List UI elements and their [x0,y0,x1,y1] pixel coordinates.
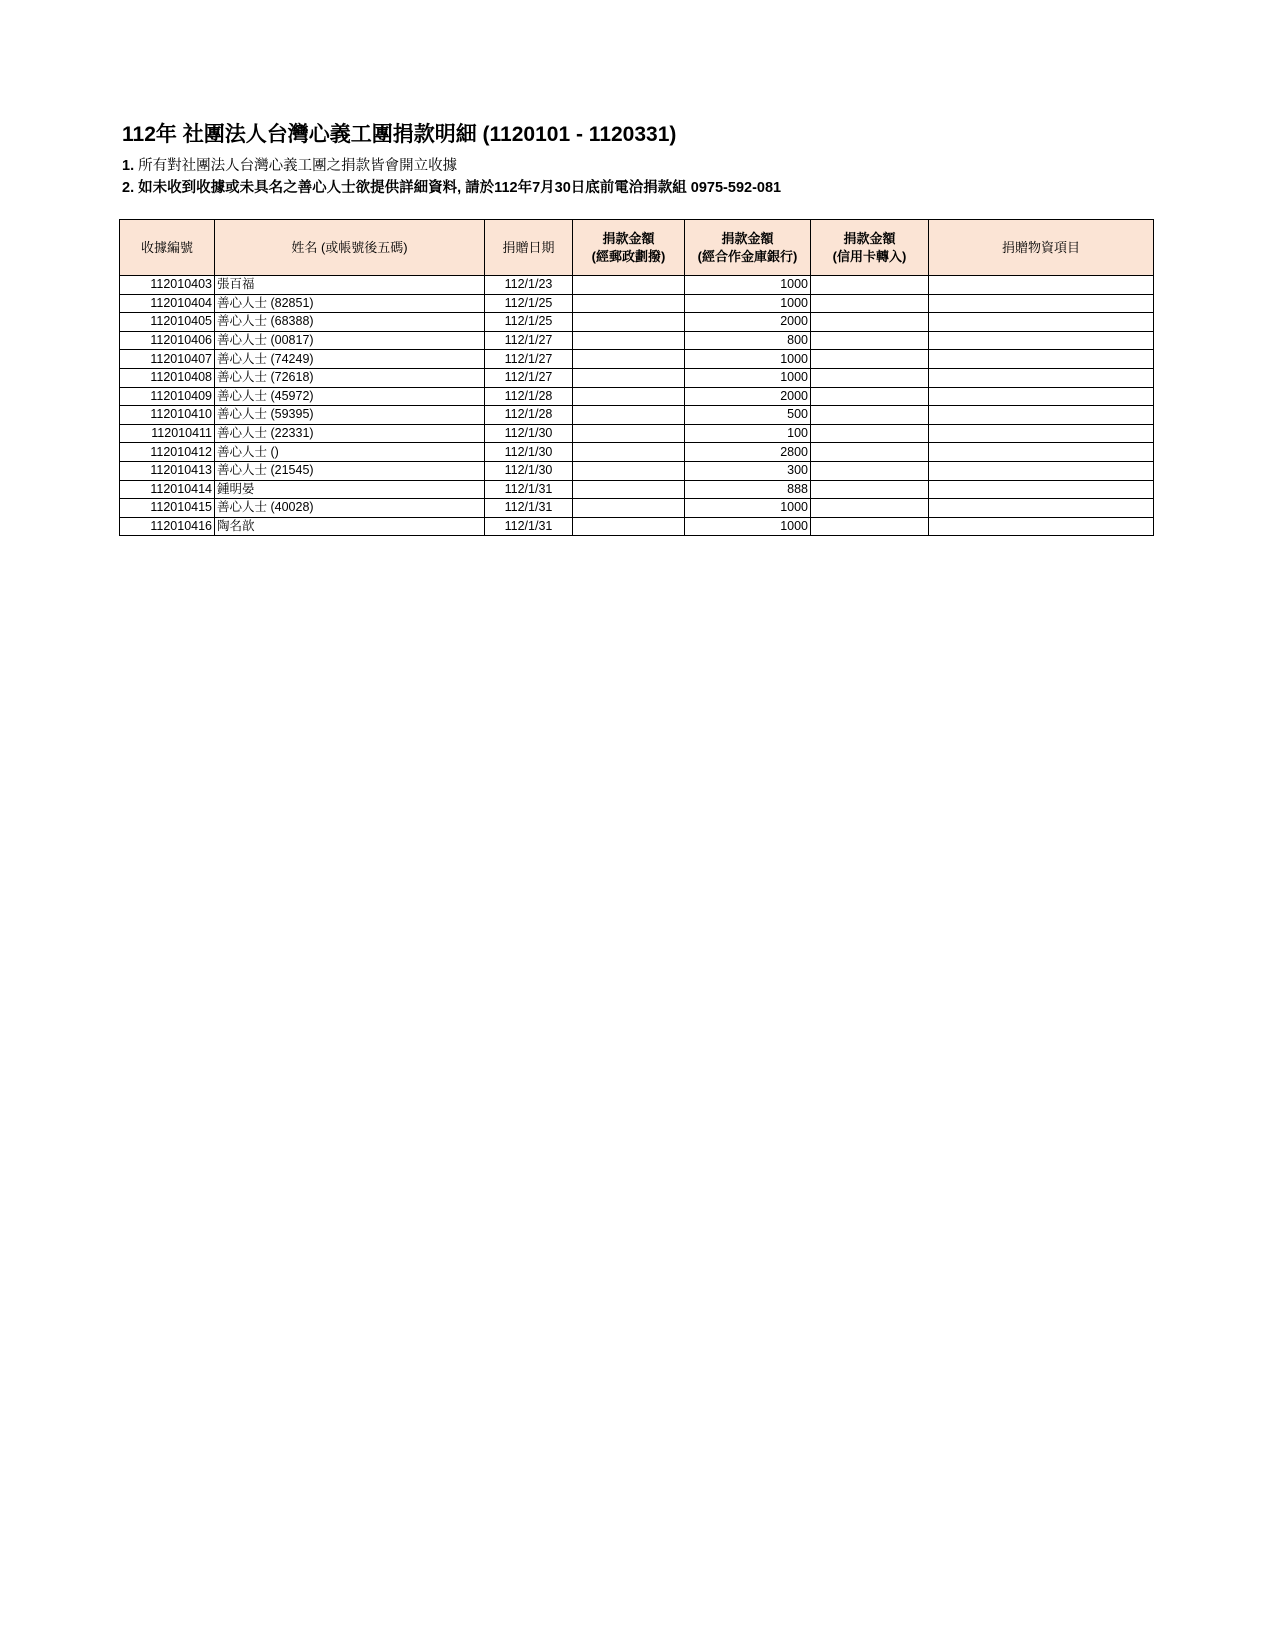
cell-card-amount [811,517,929,536]
cell-donor-name: 善心人士 () [215,443,485,462]
cell-bank-amount: 1000 [685,276,811,295]
cell-postal-amount [573,387,685,406]
table-row [120,443,1154,462]
cell-donation-date: 112/1/25 [485,294,573,313]
note-text: 如未收到收據或未具名之善心人士欲提供詳細資料, 請於112年7月30日底前電洽捐款組 0975-592-081 [138,180,782,196]
cell-goods [929,443,1154,462]
table-header-row [120,220,1154,276]
cell-donor-name: 鍾明晏 [215,480,485,499]
cell-goods [929,387,1154,406]
cell-card-amount [811,480,929,499]
cell-postal-amount [573,517,685,536]
cell-receipt-no: 112010407 [120,350,215,369]
header-postal-amount [573,220,685,276]
cell-bank-amount: 2800 [685,443,811,462]
cell-card-amount [811,368,929,387]
header-receipt-no: 收據編號 [120,220,215,276]
cell-postal-amount [573,331,685,350]
cell-postal-amount [573,313,685,332]
cell-goods [929,517,1154,536]
cell-donation-date: 112/1/30 [485,424,573,443]
table-row [120,313,1154,332]
cell-goods [929,368,1154,387]
cell-bank-amount: 1000 [685,517,811,536]
cell-bank-amount: 100 [685,424,811,443]
cell-donor-name: 善心人士 (59395) [215,406,485,425]
cell-card-amount [811,424,929,443]
cell-goods [929,424,1154,443]
cell-bank-amount: 300 [685,461,811,480]
table-row [120,461,1154,480]
cell-postal-amount [573,499,685,518]
table-row [120,517,1154,536]
cell-receipt-no: 112010406 [120,331,215,350]
cell-donor-name: 善心人士 (45972) [215,387,485,406]
cell-donor-name: 張百福 [215,276,485,295]
cell-donation-date: 112/1/30 [485,443,573,462]
cell-donor-name: 善心人士 (21545) [215,461,485,480]
cell-card-amount [811,387,929,406]
cell-postal-amount [573,480,685,499]
table-body [120,276,1154,536]
header-line: 捐款金額 [721,230,774,246]
table-row [120,331,1154,350]
table-row [120,387,1154,406]
cell-donor-name: 善心人士 (00817) [215,331,485,350]
cell-receipt-no: 112010411 [120,424,215,443]
cell-bank-amount: 800 [685,331,811,350]
note-text: 所有對社團法人台灣心義工團之捐款皆會開立收據 [138,158,458,174]
header-card-amount [811,220,929,276]
cell-receipt-no: 112010404 [120,294,215,313]
table-row [120,350,1154,369]
cell-card-amount [811,331,929,350]
cell-donation-date: 112/1/28 [485,406,573,425]
cell-bank-amount: 1000 [685,294,811,313]
cell-donor-name: 善心人士 (68388) [215,313,485,332]
cell-receipt-no: 112010408 [120,368,215,387]
cell-receipt-no: 112010414 [120,480,215,499]
cell-goods [929,499,1154,518]
cell-receipt-no: 112010410 [120,406,215,425]
table-row [120,406,1154,425]
cell-donation-date: 112/1/31 [485,517,573,536]
header-name: 姓名 (或帳號後五碼) [215,220,485,276]
cell-postal-amount [573,443,685,462]
cell-postal-amount [573,350,685,369]
cell-receipt-no: 112010413 [120,461,215,480]
table-row [120,294,1154,313]
cell-receipt-no: 112010416 [120,517,215,536]
table-row [120,368,1154,387]
header-date: 捐贈日期 [485,220,573,276]
cell-bank-amount: 1000 [685,368,811,387]
cell-donor-name: 善心人士 (72618) [215,368,485,387]
cell-donation-date: 112/1/27 [485,350,573,369]
header-bank-amount [685,220,811,276]
cell-bank-amount: 1000 [685,350,811,369]
table-row [120,276,1154,295]
cell-donor-name: 善心人士 (74249) [215,350,485,369]
cell-goods [929,313,1154,332]
cell-receipt-no: 112010409 [120,387,215,406]
cell-bank-amount: 2000 [685,313,811,332]
note-number: 1. [122,158,135,174]
cell-bank-amount: 2000 [685,387,811,406]
cell-card-amount [811,499,929,518]
cell-bank-amount: 1000 [685,499,811,518]
cell-receipt-no: 112010415 [120,499,215,518]
cell-receipt-no: 112010412 [120,443,215,462]
cell-donation-date: 112/1/31 [485,480,573,499]
page-title: 112年 社團法人台灣心義工團捐款明細 (1120101 - 1120331) [122,123,677,146]
cell-card-amount [811,294,929,313]
cell-card-amount [811,461,929,480]
cell-donation-date: 112/1/27 [485,331,573,350]
table-row [120,499,1154,518]
cell-goods [929,331,1154,350]
cell-goods [929,461,1154,480]
cell-card-amount [811,443,929,462]
header-line: (經合作金庫銀行) [697,248,798,264]
note-receipt-policy [122,154,457,175]
cell-card-amount [811,276,929,295]
table-row [120,424,1154,443]
note-contact-info [122,176,781,197]
header-goods: 捐贈物資項目 [929,220,1154,276]
cell-bank-amount: 888 [685,480,811,499]
cell-donor-name: 善心人士 (82851) [215,294,485,313]
cell-postal-amount [573,368,685,387]
header-line: (經郵政劃撥) [591,248,666,264]
cell-donation-date: 112/1/23 [485,276,573,295]
cell-postal-amount [573,276,685,295]
cell-receipt-no: 112010403 [120,276,215,295]
cell-receipt-no: 112010405 [120,313,215,332]
donation-table [119,219,1154,536]
cell-goods [929,406,1154,425]
header-line: (信用卡轉入) [832,248,907,264]
cell-bank-amount: 500 [685,406,811,425]
cell-donor-name: 善心人士 (40028) [215,499,485,518]
cell-goods [929,350,1154,369]
header-line: 捐款金額 [843,230,896,246]
cell-donation-date: 112/1/25 [485,313,573,332]
header-line: 捐款金額 [602,230,655,246]
cell-goods [929,294,1154,313]
cell-donation-date: 112/1/28 [485,387,573,406]
cell-donation-date: 112/1/27 [485,368,573,387]
cell-postal-amount [573,424,685,443]
note-number: 2. [122,180,135,196]
cell-goods [929,276,1154,295]
cell-goods [929,480,1154,499]
cell-donation-date: 112/1/30 [485,461,573,480]
table-row [120,480,1154,499]
cell-card-amount [811,406,929,425]
cell-donor-name: 陶名歆 [215,517,485,536]
cell-postal-amount [573,294,685,313]
cell-postal-amount [573,461,685,480]
cell-postal-amount [573,406,685,425]
cell-donor-name: 善心人士 (22331) [215,424,485,443]
cell-donation-date: 112/1/31 [485,499,573,518]
cell-card-amount [811,350,929,369]
cell-card-amount [811,313,929,332]
